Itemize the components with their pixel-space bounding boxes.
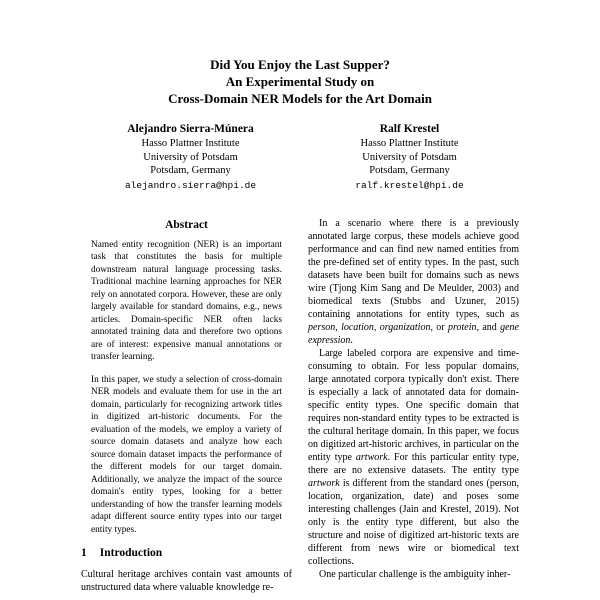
body-paragraph-corpora: Large labeled corpora are expensive and time-consuming to obtain. For less popular domains, large annotated corpora typically don't exist. There is especially a lack of annotated data for domain-specific entity types. One specific domain that requires non-standard entity types to be extracted is the cultural heritage domain. In this paper, we focus on digitized art-historic archives, in particular on the entity type artwork. For this particular entity type, there are no extensive datasets. The entity type artwork is different from the standard ones (person, location, organization, date) and poses some interesting challenges (Jain and Krestel, 2019). Not only is the entity type different, but also the structure and noise of digitized art-historic texts are different from news wire or biomedical text collections. — [308, 347, 519, 567]
author-1-affiliation-1: Hasso Plattner Institute — [141, 138, 240, 149]
section-title: Introduction — [99, 547, 163, 559]
paper-title-line-1: Did You Enjoy the Last Supper? — [210, 57, 390, 72]
author-2-affiliation-1: Hasso Plattner Institute — [360, 138, 459, 149]
author-2-affiliation-2: University of Potsdam — [362, 151, 457, 163]
author-1-affiliation-2: University of Potsdam — [143, 151, 238, 163]
intro-paragraph-1: Cultural heritage archives contain vast amounts of unstructured data where valuable knowledge re- — [81, 569, 292, 593]
two-column-body — [81, 217, 519, 595]
section-number: 1 — [81, 547, 87, 559]
section-heading-introduction — [81, 547, 292, 559]
author-block — [81, 122, 519, 193]
abstract-paragraph-2: In this paper, we study a selection of cross-domain NER models and evaluate them for use in the art domain, particularly for recognizing artwork titles in digitized art-historic documents. For the evaluation of the models, we employ a variety of source domain datasets and analyze how each source domain dataset impacts the performance of the different models for our target domain. Additionally, we analyze the impact of the source domain's entity types, looking for a better understanding of how the transfer learning models adapt different source entity types into our target entity types. — [91, 374, 282, 535]
author-1-affiliation-3: Potsdam, Germany — [150, 165, 231, 176]
introduction-text-right — [308, 217, 519, 581]
body-paragraph-challenge: One particular challenge is the ambiguity inher- — [319, 568, 511, 580]
paper-title — [81, 56, 519, 107]
body-paragraph-scenario: In a scenario where there is a previously annotated large corpus, these models achieve good performance and can find new named entities from the pre-defined set of entity types. In the past, such datasets have been built for domains such as news wire (Tjong Kim Sang and De Meulder, 2003) and biomedical texts (Stubbs and Uzuner, 2015) containing annotations for entity types, such as person, location, organization, or protein, and gene expression. — [308, 217, 519, 346]
paper-title-line-3: Cross-Domain NER Models for the Art Domain — [168, 91, 432, 106]
abstract-heading: Abstract — [165, 218, 208, 231]
abstract-paragraph-1: Named entity recognition (NER) is an important task that constitutes the basis for multiple downstream natural language processing tasks. Traditional machine learning approaches for NER rely on annotated corpora. However, these are only largely available for standard domains, e.g., news articles. Domain-specific NER often lacks annotated training data and therefore two options are of interest: expensive manual annotations or transfer learning. — [91, 239, 282, 362]
author-1 — [81, 122, 300, 193]
author-1-name: Alejandro Sierra-Múnera — [127, 123, 254, 135]
paper-title-line-2: An Experimental Study on — [225, 74, 375, 89]
left-column — [81, 217, 292, 595]
author-2-email: ralf.krestel@hpi.de — [355, 179, 464, 191]
right-column — [308, 217, 519, 595]
author-2-affiliation-3: Potsdam, Germany — [369, 165, 450, 176]
page-content — [81, 0, 519, 594]
author-1-email: alejandro.sierra@hpi.de — [124, 179, 257, 191]
author-2-name: Ralf Krestel — [379, 123, 440, 135]
introduction-text-left — [81, 568, 292, 594]
abstract-body — [81, 239, 292, 537]
author-2 — [300, 122, 519, 193]
